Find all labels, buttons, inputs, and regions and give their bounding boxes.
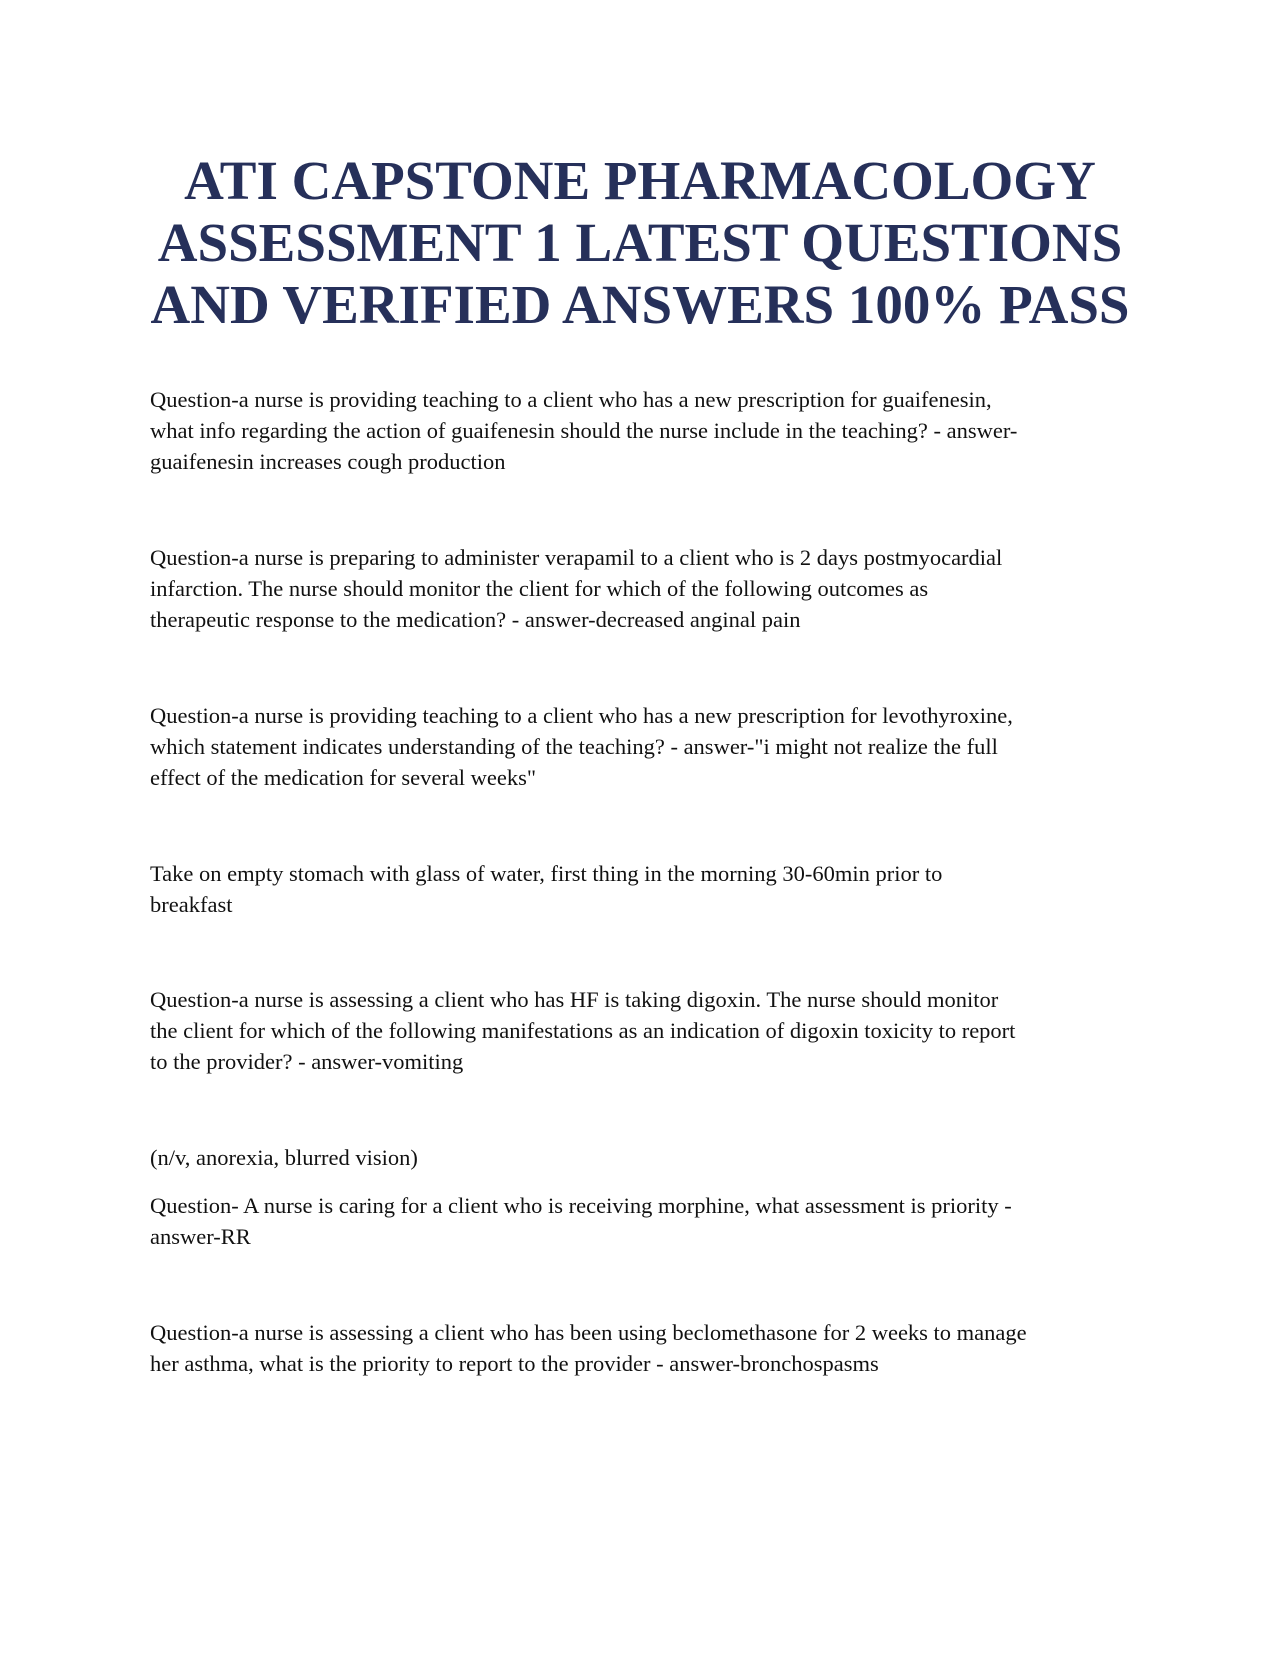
question-digoxin — [150, 984, 1140, 1077]
document-title — [140, 150, 1140, 336]
text-line: her asthma, what is the priority to report to the provider - answer-bronchospasms — [150, 1351, 879, 1376]
note-levothyroxine-administration — [150, 858, 1140, 920]
question-verapamil — [150, 542, 1140, 635]
text-line: to the provider? - answer-vomiting — [150, 1049, 464, 1074]
title-line: ATI CAPSTONE PHARMACOLOGY — [184, 150, 1096, 211]
title-line: ASSESSMENT 1 LATEST QUESTIONS — [157, 212, 1123, 273]
text-line: which statement indicates understanding of the teaching? - answer-"i might not realize the full — [150, 734, 998, 759]
text-line: Question-a nurse is providing teaching to a client who has a new prescription for levothyroxine, — [150, 703, 1013, 728]
text-line: answer-RR — [150, 1224, 251, 1249]
text-line: guaifenesin increases cough production — [150, 449, 506, 474]
text-line: the client for which of the following manifestations as an indication of digoxin toxicity to report — [150, 1018, 1016, 1043]
text-line: Question-a nurse is preparing to administer verapamil to a client who is 2 days postmyocardial — [150, 545, 1003, 570]
note-digoxin-toxicity — [150, 1142, 1140, 1173]
text-line: (n/v, anorexia, blurred vision) — [150, 1145, 418, 1170]
question-beclomethasone — [150, 1317, 1140, 1379]
text-line: therapeutic response to the medication? - answer-decreased anginal pain — [150, 607, 801, 632]
text-line: Question-a nurse is assessing a client who has been using beclomethasone for 2 weeks to manage — [150, 1320, 1027, 1345]
text-line: breakfast — [150, 892, 233, 917]
text-line: Question-a nurse is providing teaching to a client who has a new prescription for guaifenesin, — [150, 387, 992, 412]
question-morphine — [150, 1190, 1140, 1252]
question-guaifenesin — [150, 384, 1140, 477]
text-line: Question-a nurse is assessing a client who has HF is taking digoxin. The nurse should monitor — [150, 987, 999, 1012]
text-line: Take on empty stomach with glass of water, first thing in the morning 30-60min prior to — [150, 861, 943, 886]
text-line: Question- A nurse is caring for a client who is receiving morphine, what assessment is priority - — [150, 1193, 1012, 1218]
title-line: AND VERIFIED ANSWERS 100% PASS — [150, 274, 1130, 335]
question-levothyroxine — [150, 700, 1140, 793]
text-line: infarction. The nurse should monitor the client for which of the following outcomes as — [150, 576, 929, 601]
text-line: effect of the medication for several weeks" — [150, 765, 537, 790]
text-line: what info regarding the action of guaifenesin should the nurse include in the teaching? - answer- — [150, 418, 1018, 443]
